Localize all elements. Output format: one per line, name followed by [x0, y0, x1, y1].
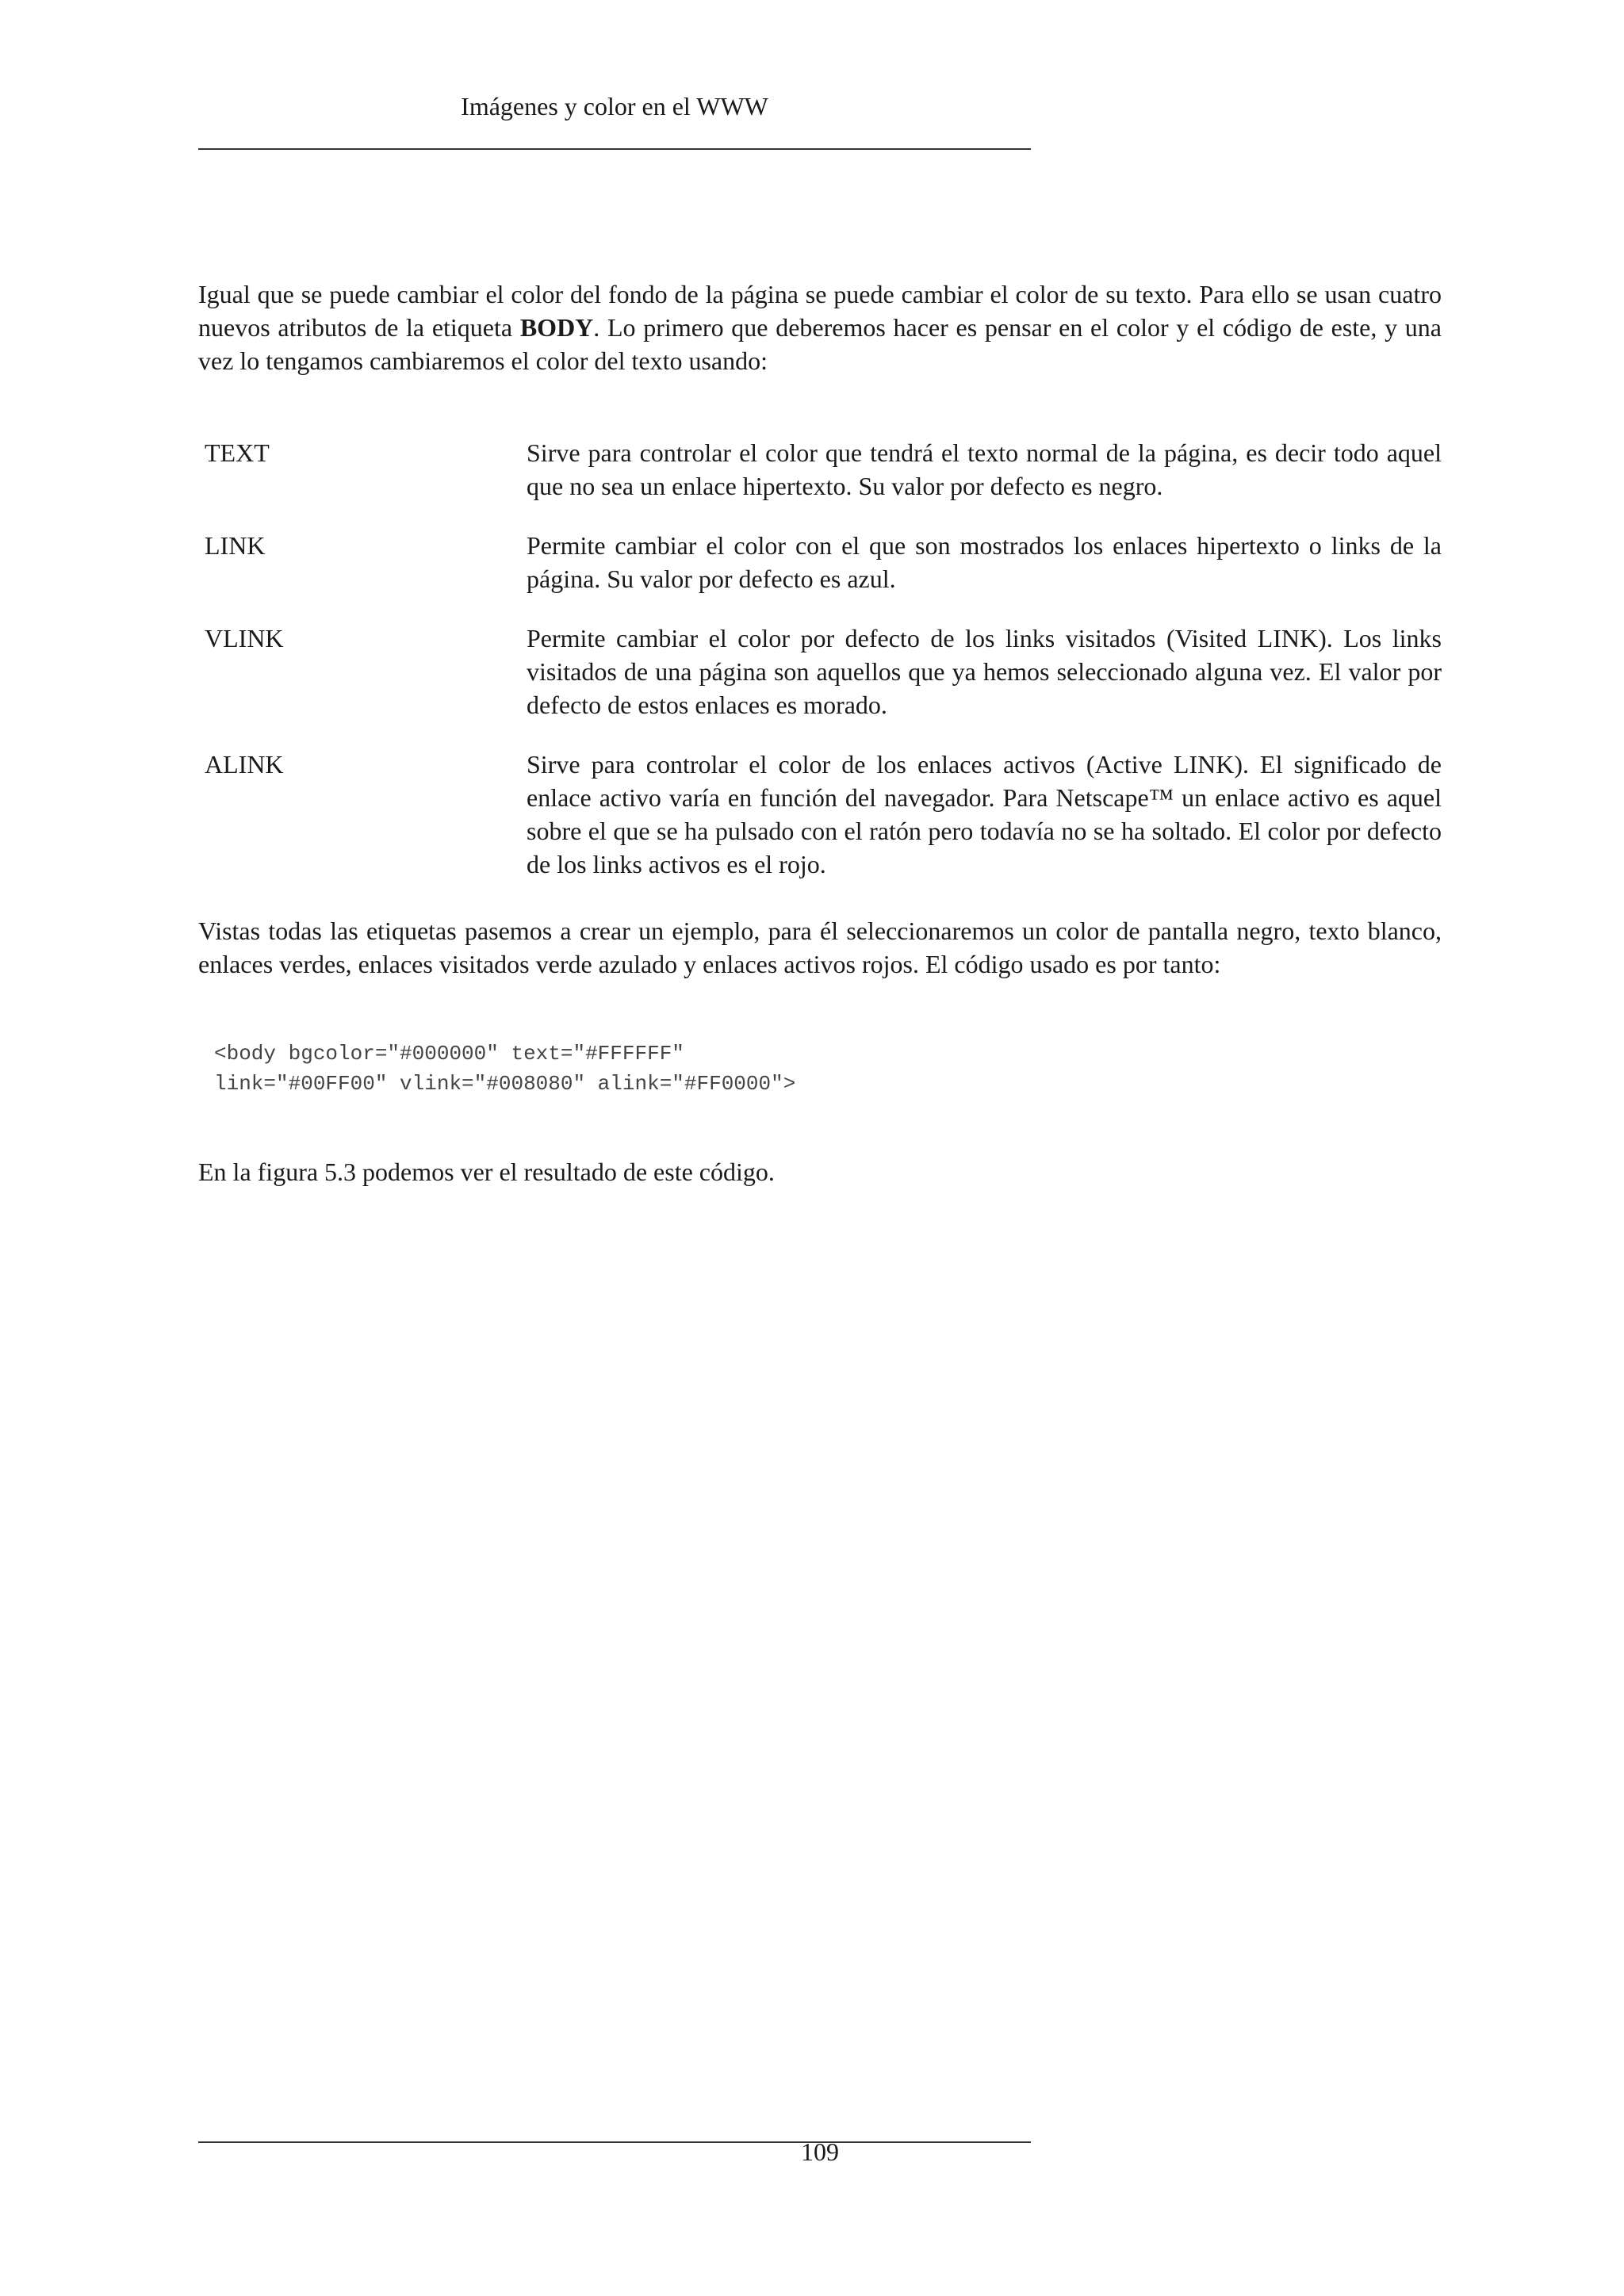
- attribute-row-alink: [205, 748, 1442, 881]
- attribute-name: VLINK: [205, 624, 284, 652]
- example-intro-paragraph: Vistas todas las etiquetas pasemos a crear un ejemplo, para él seleccionaremos un color de pantalla negro, texto blanco, enlaces verdes, enlaces visitados verde azulado y enlaces activos rojos. El código usado es por tanto:: [198, 916, 1442, 978]
- attribute-name: LINK: [205, 531, 266, 560]
- attribute-description: Sirve para controlar el color de los enlaces activos (Active LINK). El significado de enlace activo varía en función del navegador. Para Netscape™ un enlace activo es aquel sobre el que se ha pulsado con el ratón pero todavía no se ha soltado. El color por defecto de los links activos es el rojo.: [527, 750, 1442, 878]
- page-number: 109: [801, 2137, 839, 2166]
- code-line: link="#00FF00" vlink="#008080" alink="#FF0000">: [214, 1072, 796, 1096]
- attribute-definition-list: [205, 436, 1442, 907]
- closing-paragraph: En la figura 5.3 podemos ver el resultado de este código.: [198, 1158, 775, 1186]
- body-tag-emphasis: BODY: [519, 313, 594, 342]
- code-example: [214, 1039, 795, 1099]
- attribute-row-link: [205, 529, 1442, 595]
- attribute-name: ALINK: [205, 750, 284, 779]
- running-header: Imágenes y color en el WWW: [461, 92, 768, 121]
- intro-paragraph: [198, 277, 1442, 377]
- code-line: <body bgcolor="#000000" text="#FFFFFF": [214, 1042, 684, 1066]
- intro-text-start: Igual que se puede cambiar el color del fondo de la página se puede cambiar el color de su texto. Para ello se usan cuatro nuevos atributos de la etiqueta: [198, 280, 1442, 342]
- attribute-description: Permite cambiar el color con el que son mostrados los enlaces hipertexto o links de la página. Su valor por defecto es azul.: [527, 531, 1442, 593]
- attribute-row-text: [205, 436, 1442, 503]
- attribute-name: TEXT: [205, 438, 270, 467]
- attribute-description: Permite cambiar el color por defecto de los links visitados (Visited LINK). Los links visitados de una página son aquellos que ya hemos seleccionado alguna vez. El valor por defecto de estos enlaces es morado.: [527, 624, 1442, 719]
- attribute-description: Sirve para controlar el color que tendrá el texto normal de la página, es decir todo aquel que no sea un enlace hipertexto. Su valor por defecto es negro.: [527, 438, 1442, 500]
- attribute-row-vlink: [205, 622, 1442, 721]
- header-rule: [198, 148, 1031, 150]
- intro-text-end: . Lo primero que deberemos hacer es pensar en el color y el código de este, y una vez lo tengamos cambiaremos el color del texto usando:: [198, 313, 1442, 375]
